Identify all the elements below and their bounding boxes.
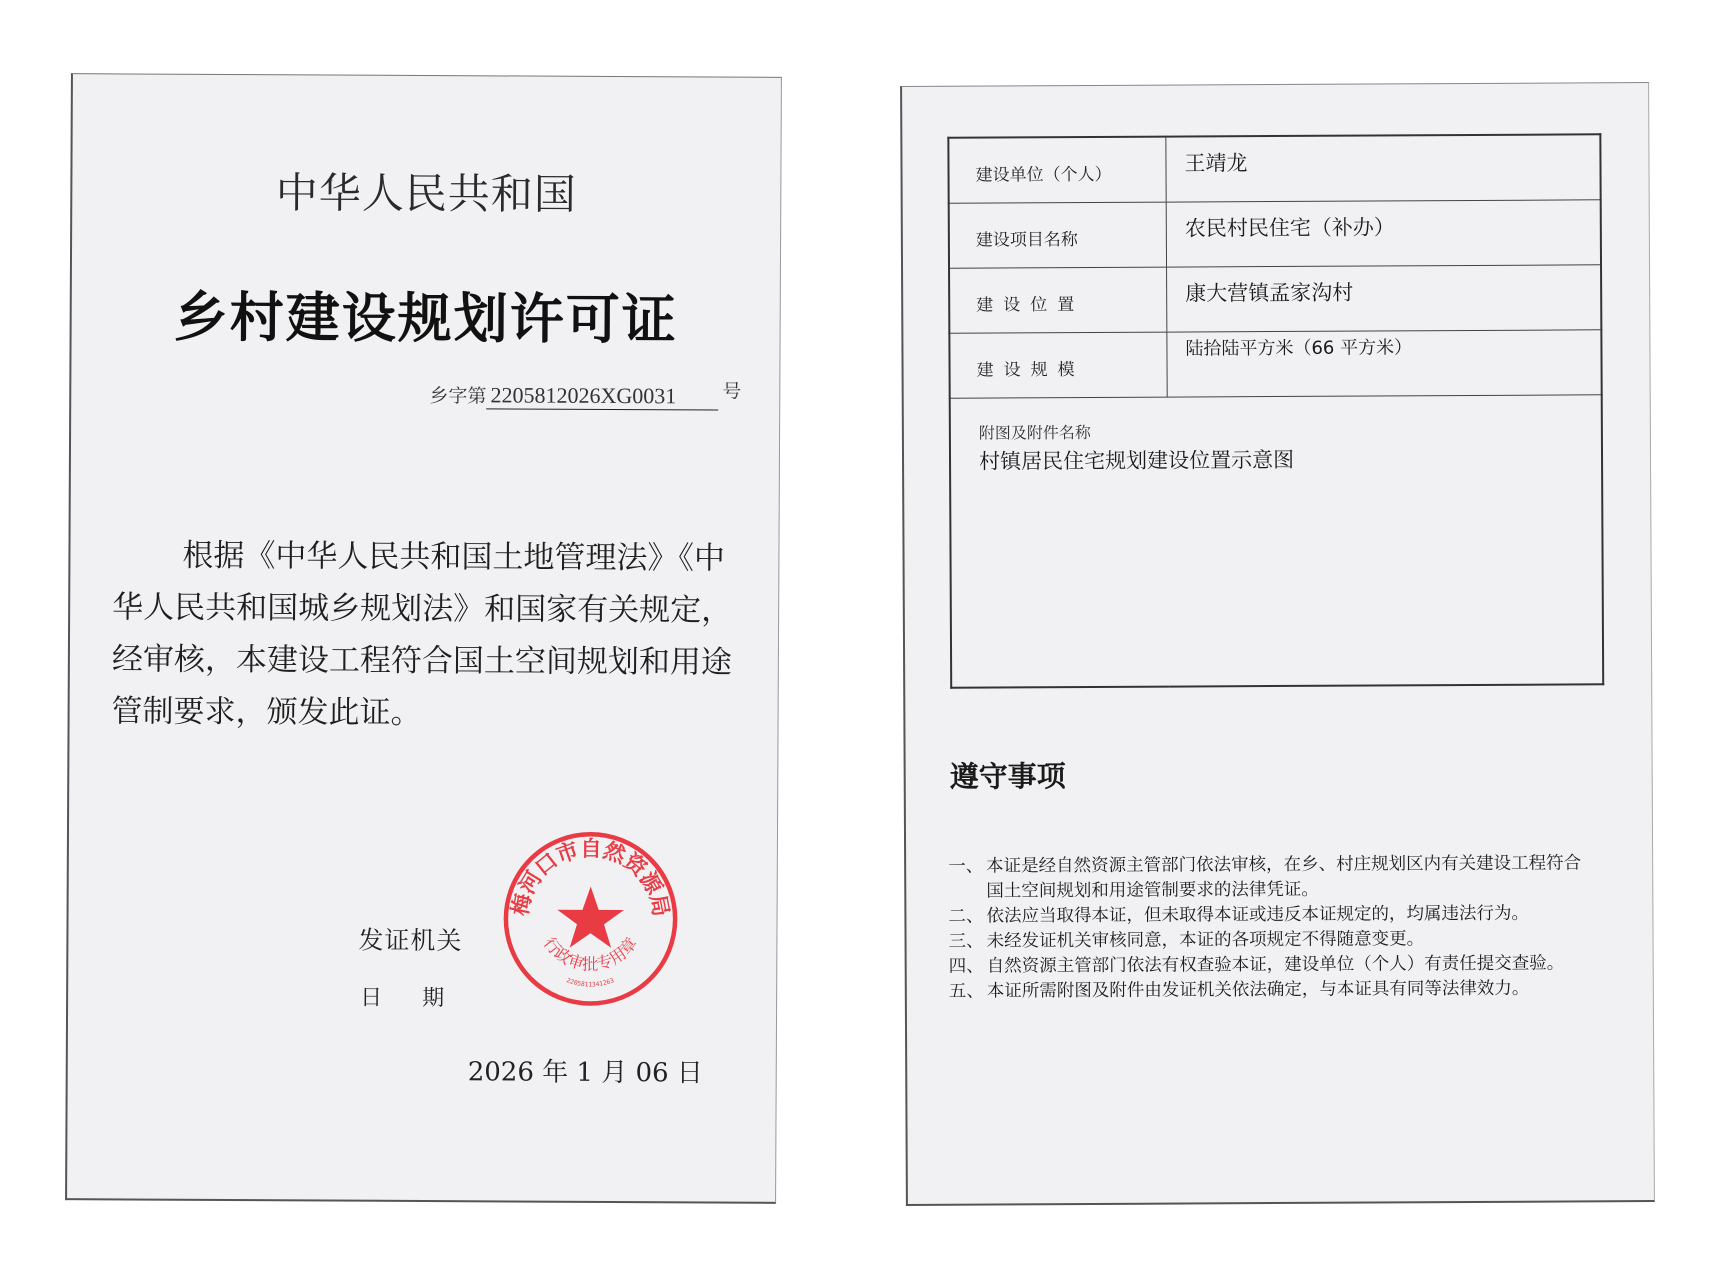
construction-scale: 陆拾陆平方米（66 平方米） bbox=[1167, 330, 1602, 397]
list-item: 二、 依法应当取得本证，但未取得本证或违反本证规定的，均属违法行为。 bbox=[948, 903, 1529, 927]
table-row bbox=[949, 330, 1601, 398]
issuer-label: 发证机关 bbox=[358, 925, 463, 956]
certificate-number: 2205812026XG0031 bbox=[486, 382, 718, 410]
official-seal-stamp bbox=[500, 828, 681, 1009]
list-item: 三、 未经发证机关审核同意，本证的各项规定不得随意变更。 bbox=[948, 929, 1425, 952]
project-name: 农民村民住宅（补办） bbox=[1166, 200, 1601, 267]
certificate-title: 乡村建设规划许可证 bbox=[173, 285, 678, 352]
table-row bbox=[948, 134, 1600, 203]
svg-text:梅河口市自然资源局: 梅河口市自然资源局 bbox=[508, 836, 674, 919]
row-label: 建设位置 bbox=[949, 267, 1167, 333]
permit-details-page bbox=[900, 82, 1655, 1206]
svg-text:2205811341263: 2205811341263 bbox=[565, 977, 615, 989]
svg-text:行政审批专用章: 行政审批专用章 bbox=[539, 933, 641, 974]
attachment-cell bbox=[950, 395, 1604, 688]
builder-name: 王靖龙 bbox=[1166, 134, 1601, 202]
table-row bbox=[950, 395, 1604, 688]
issue-date: 2026 年 1 月 06 日 bbox=[467, 1057, 703, 1089]
attachment-value: 村镇居民住宅规划建设位置示意图 bbox=[978, 447, 1295, 474]
list-item: 五、 本证所需附图及附件由发证机关依法确定，与本证具有同等法律效力。 bbox=[948, 978, 1530, 1002]
list-item: 一、 本证是经自然资源主管部门依法审核，在乡、村庄规划区内有关建设工程符合国土空间规划和用途管制要求的法律凭证。 bbox=[948, 853, 1582, 902]
attachment-label: 附图及附件名称 bbox=[978, 422, 1091, 443]
notes-title: 遵守事项 bbox=[949, 759, 1066, 794]
permit-info-table bbox=[947, 133, 1604, 688]
notes-list bbox=[948, 851, 1599, 1004]
number-suffix: 号 bbox=[722, 380, 742, 403]
permit-cover-page bbox=[65, 73, 782, 1204]
row-label: 建设项目名称 bbox=[949, 202, 1167, 268]
certificate-body-text: 根据《中华人民共和国土地管理法》《中华人民共和国城乡规划法》和国家有关规定，经审核，本建设工程符合国土空间规划和用途管制要求，颁发此证。 bbox=[111, 537, 733, 731]
row-label: 建设规模 bbox=[949, 332, 1167, 398]
construction-location: 康大营镇孟家沟村 bbox=[1167, 265, 1602, 332]
row-label: 建设单位（个人） bbox=[948, 137, 1166, 204]
country-name: 中华人民共和国 bbox=[275, 168, 577, 219]
certificate-number-row bbox=[429, 381, 741, 411]
table-row bbox=[949, 200, 1601, 268]
table-row bbox=[949, 265, 1601, 333]
date-label: 日 期 bbox=[360, 985, 445, 1012]
number-prefix: 乡字第 bbox=[429, 385, 487, 408]
list-item: 四、 自然资源主管部门依法有权查验本证，建设单位（个人）有责任提交查验。 bbox=[948, 953, 1565, 977]
